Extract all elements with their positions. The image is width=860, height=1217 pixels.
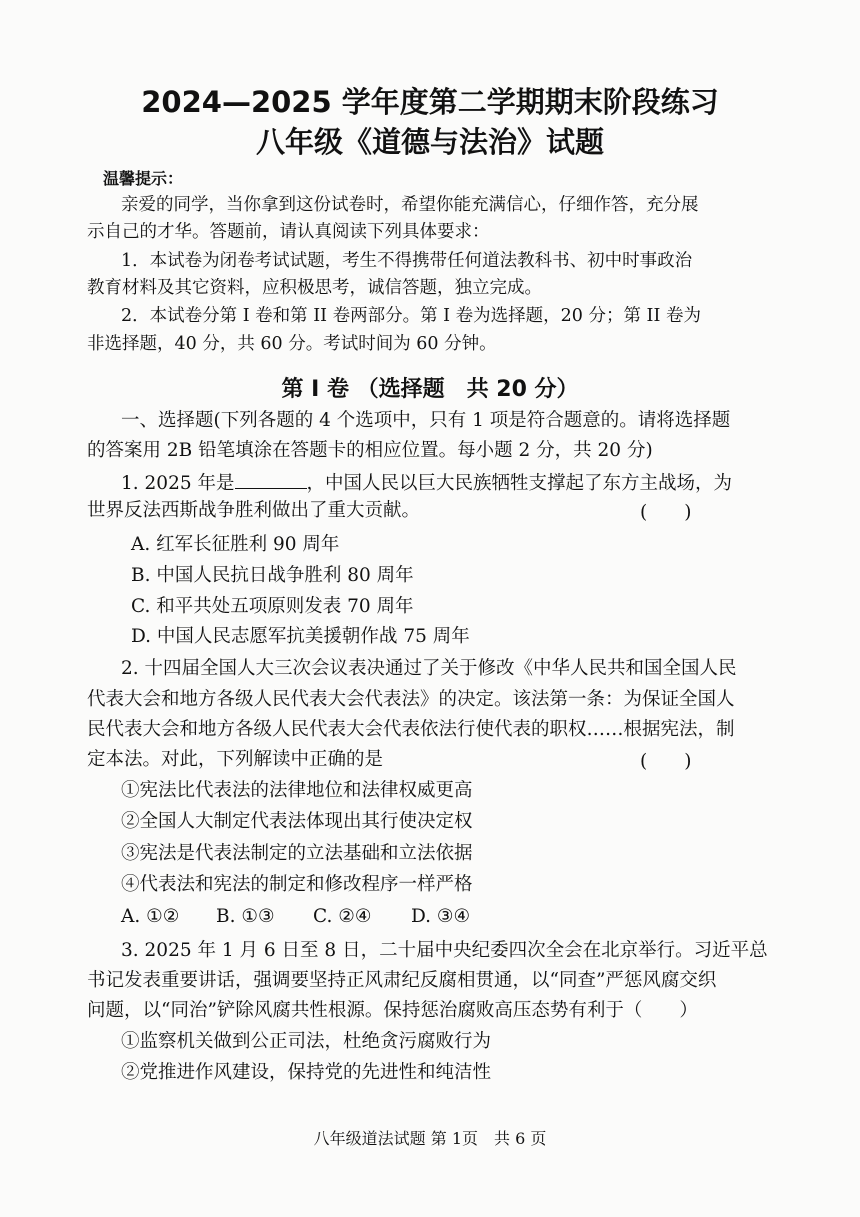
question-3-item-1: ①监察机关做到公正司法，杜绝贪污腐败行为 xyxy=(121,1031,492,1052)
page-subtitle: 八年级《道德与法治》试题 xyxy=(255,125,604,159)
question-1-stem-line-2: 世界反法西斯战争胜利做出了重大贡献。 xyxy=(87,500,421,521)
tips-paragraph-3-line-2: 非选择题，40 分，共 60 分。考试时间为 60 分钟。 xyxy=(87,334,497,354)
tips-paragraph-3-line-1: 2．本试卷分第 I 卷和第 II 卷两部分。第 I 卷为选择题，20 分；第 II 卷为 xyxy=(121,306,701,326)
page-title: 2024—2025 学年度第二学期期末阶段练习 xyxy=(141,85,719,119)
question-1-stem-line-1 xyxy=(121,470,732,495)
question-3-stem-line-3: 问题，以“同治”铲除风腐共性根源。保持惩治腐败高压态势有利于（ ） xyxy=(87,1000,698,1021)
question-3-stem-line-2: 书记发表重要讲话，强调要坚持正风肃纪反腐相贯通，以“同查”严惩风腐交织 xyxy=(87,970,717,991)
question-1-answer-paren: ( ) xyxy=(640,502,692,523)
question-3-item-2: ②党推进作风建设，保持党的先进性和纯洁性 xyxy=(121,1062,492,1083)
question-2-item-3: ③宪法是代表法制定的立法基础和立法依据 xyxy=(121,843,473,864)
question-3-stem-line-1: 3. 2025 年 1 月 6 日至 8 日，二十届中央纪委四次全会在北京举行。习近平总 xyxy=(121,940,768,961)
section-intro-line-1: 一、选择题(下列各题的 4 个选项中，只有 1 项是符合题意的。请将选择题 xyxy=(121,410,731,431)
question-1-option-d: D. 中国人民志愿军抗美援朝作战 75 周年 xyxy=(131,626,470,647)
question-1-option-b: B. 中国人民抗日战争胜利 80 周年 xyxy=(131,565,414,586)
question-2-item-1: ①宪法比代表法的法律地位和法律权威更高 xyxy=(121,780,473,801)
question-2-stem-line-4: 定本法。对此，下列解读中正确的是 xyxy=(87,749,384,770)
question-2-answer-paren: ( ) xyxy=(640,751,692,772)
question-2-stem-line-1: 2. 十四届全国人大三次会议表决通过了关于修改《中华人民共和国全国人民 xyxy=(121,658,737,679)
question-1-option-a: A. 红军长征胜利 90 周年 xyxy=(131,534,340,555)
question-1-stem-end: ，中国人民以巨大民族牺牲支撑起了东方主战场，为 xyxy=(306,473,733,494)
question-2-option-c: C. ②④ xyxy=(313,906,372,927)
tips-paragraph-2-line-2: 教育材料及其它资料，应积极思考，诚信答题，独立完成。 xyxy=(87,278,542,298)
answer-blank xyxy=(235,470,307,489)
tips-paragraph-1-line-2: 示自己的才华。答题前，请认真阅读下列具体要求： xyxy=(87,222,490,242)
question-2-option-b: B. ①③ xyxy=(216,906,275,927)
question-2-item-4: ④代表法和宪法的制定和修改程序一样严格 xyxy=(121,874,473,895)
question-2-item-2: ②全国人大制定代表法体现出其行使决定权 xyxy=(121,811,473,832)
question-2-stem-line-2: 代表大会和地方各级人民代表大会代表法》的决定。该法第一条：为保证全国人 xyxy=(87,689,735,710)
question-2-option-d: D. ③④ xyxy=(411,906,471,927)
question-1-option-c: C. 和平共处五项原则发表 70 周年 xyxy=(131,596,414,617)
section-title: 第 I 卷 （选择题 共 20 分） xyxy=(281,377,579,402)
question-1-stem-start: 1. 2025 年是 xyxy=(121,473,235,494)
question-2-option-a: A. ①② xyxy=(121,906,180,927)
tips-paragraph-1-line-1: 亲爱的同学，当你拿到这份试卷时，希望你能充满信心，仔细作答，充分展 xyxy=(121,195,699,215)
tips-heading: 温馨提示： xyxy=(103,169,184,188)
question-2-options xyxy=(121,906,470,928)
question-2-stem-line-3: 民代表大会和地方各级人民代表大会代表依法行使代表的职权……根据宪法，制 xyxy=(87,719,735,740)
section-intro-line-2: 的答案用 2B 铅笔填涂在答题卡的相应位置。每小题 2 分，共 20 分) xyxy=(87,440,653,461)
tips-paragraph-2-line-1: 1．本试卷为闭卷考试试题，考生不得携带任何道法教科书、初中时事政治 xyxy=(121,251,693,271)
page-footer: 八年级道法试题 第 1页 共 6 页 xyxy=(313,1129,547,1148)
